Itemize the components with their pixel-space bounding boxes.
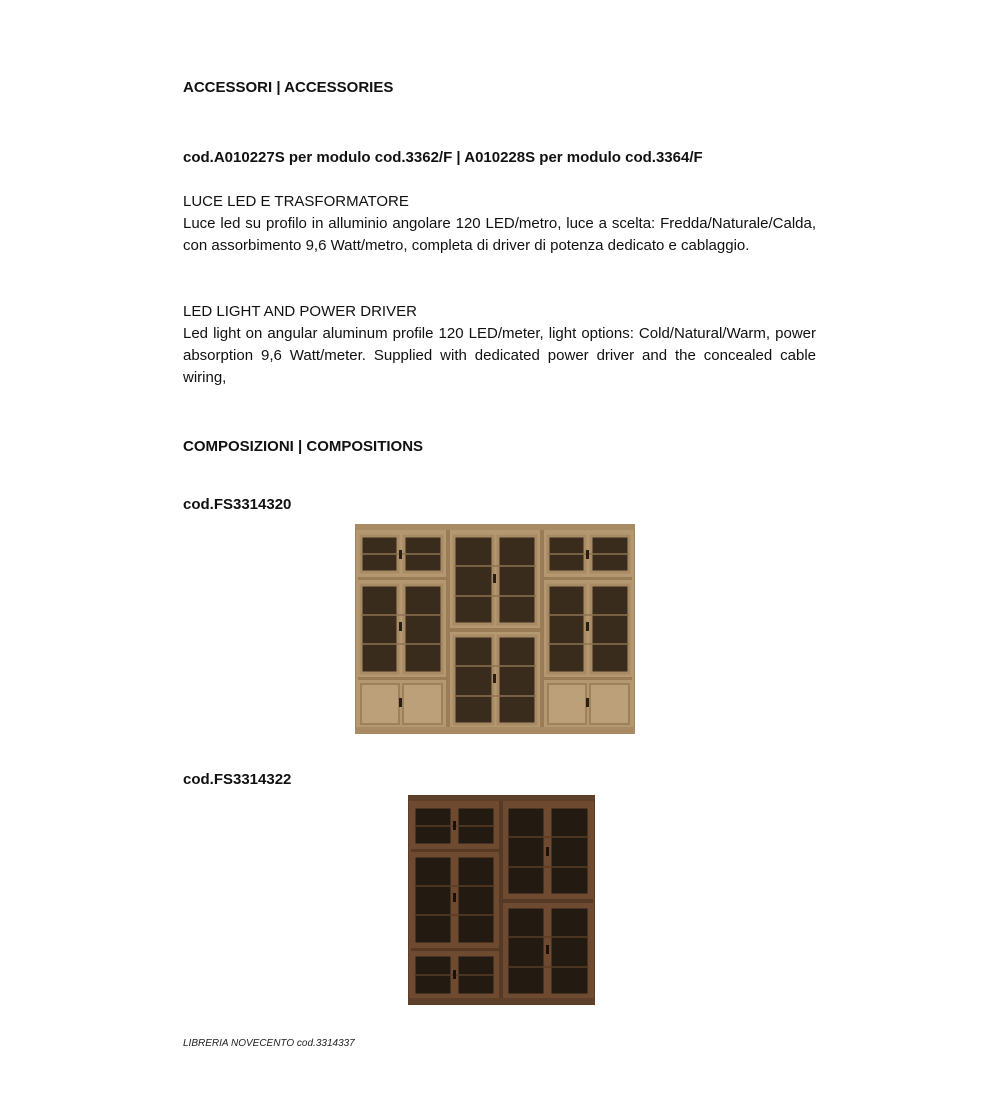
footer-caption: LIBRERIA NOVECENTO cod.3314337: [183, 1038, 355, 1049]
italian-section-title: LUCE LED E TRASFORMATORE: [183, 193, 409, 210]
composition-2-image: [408, 795, 595, 1005]
english-section-body: Led light on angular aluminum profile 120 LED/meter, light options: Cold/Natural/Warm, power absorption 9,6 Watt/meter. Supplied with dedicated power driver and the concealed cable wiring,: [183, 325, 816, 386]
compositions-heading: COMPOSIZIONI | COMPOSITIONS: [183, 438, 424, 455]
english-section-title: LED LIGHT AND POWER DRIVER: [183, 303, 417, 320]
composition-1-image: [355, 524, 635, 734]
italian-section-body: Luce led su profilo in alluminio angolare 120 LED/metro, luce a scelta: Fredda/Naturale/Calda, con assorbimento 9,6 Watt/metro, completa di driver di potenza dedicato e cablaggio.: [183, 215, 816, 254]
italian-section: [183, 191, 816, 257]
accessory-codes: cod.A010227S per modulo cod.3362/F | A010228S per modulo cod.3364/F: [183, 149, 703, 166]
english-section: [183, 301, 816, 389]
accessories-heading: ACCESSORI | ACCESSORIES: [183, 79, 394, 96]
composition-1-code: cod.FS3314320: [183, 496, 292, 513]
composition-2-code: cod.FS3314322: [183, 771, 292, 788]
